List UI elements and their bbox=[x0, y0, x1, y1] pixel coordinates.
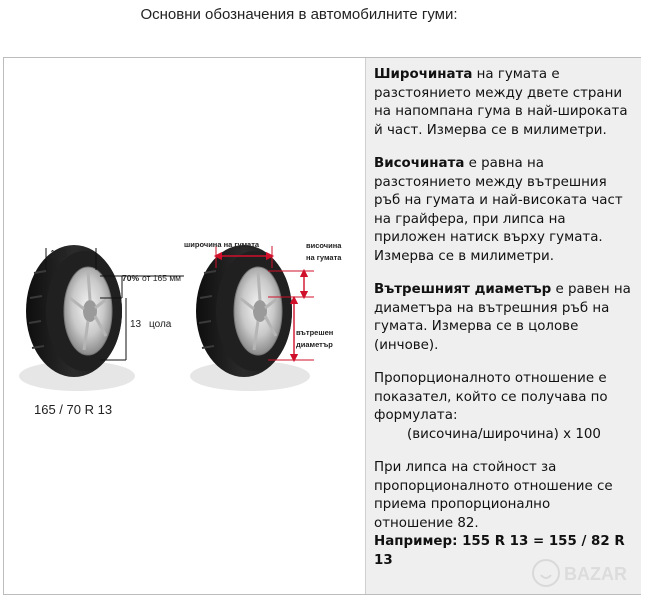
width-term: Широчината bbox=[374, 67, 473, 82]
tire-height-label-1: височина bbox=[306, 241, 342, 250]
example-line: Например: 155 R 13 = 155 / 82 R 13 bbox=[374, 534, 625, 568]
tire-illustrations bbox=[4, 58, 364, 594]
width-value: 165 bbox=[50, 249, 67, 260]
watermark-text: BAZAR bbox=[564, 564, 627, 584]
diameter-term: Вътрешният диаметър bbox=[374, 282, 552, 297]
bazar-watermark bbox=[530, 553, 640, 593]
height-definition bbox=[374, 155, 633, 266]
width-description: на гумата е разстоянието между двете страни на напомпана гума в най-широката й част. Измерва се в милиметри. bbox=[374, 67, 628, 138]
left-tire bbox=[19, 245, 184, 391]
page-heading: Основни обозначения в автомобилните гуми: bbox=[140, 6, 458, 23]
ratio-definition bbox=[374, 370, 633, 444]
width-unit: мм bbox=[74, 251, 85, 260]
tire-height-label-2: на гумата bbox=[306, 253, 342, 262]
height-term: Височината bbox=[374, 156, 465, 171]
diameter-value: 13 bbox=[130, 319, 142, 330]
inner-diameter-label-2: диаметър bbox=[296, 340, 333, 349]
diameter-definition bbox=[374, 281, 633, 355]
tire-width-label: широчина на гумата bbox=[184, 240, 260, 249]
width-definition bbox=[374, 66, 633, 140]
inner-diameter-label-1: вътрешен bbox=[296, 328, 334, 337]
ratio-description: Пропорционалното отношение е показател, който се получава по формулата: bbox=[374, 371, 608, 423]
right-tire bbox=[190, 245, 314, 391]
definitions-text bbox=[365, 58, 641, 594]
tire-code: 165 / 70 R 13 bbox=[34, 402, 113, 417]
diameter-description: е равен на диаметъра на вътрешния ръб на гумата. Измерва се в цолове (инчове). bbox=[374, 282, 631, 353]
diameter-unit: цола bbox=[149, 319, 172, 330]
tire-drawing bbox=[4, 58, 364, 594]
ratio-percent: 70% bbox=[122, 273, 140, 283]
height-description: е равна на разстоянието между вътрешния ръб на гумата и най-високата част на грайфера, при липса на приложен натиск върху гумата. Измерва се в милиметри. bbox=[374, 156, 623, 264]
ratio-formula: (височина/широчина) х 100 bbox=[407, 426, 601, 442]
default-ratio-note: При липса на стойност за пропорционалното отношение се приема пропорционално отношение 82. bbox=[374, 460, 613, 531]
ratio-rest: от 165 мм bbox=[142, 273, 182, 283]
info-panel bbox=[3, 57, 641, 595]
